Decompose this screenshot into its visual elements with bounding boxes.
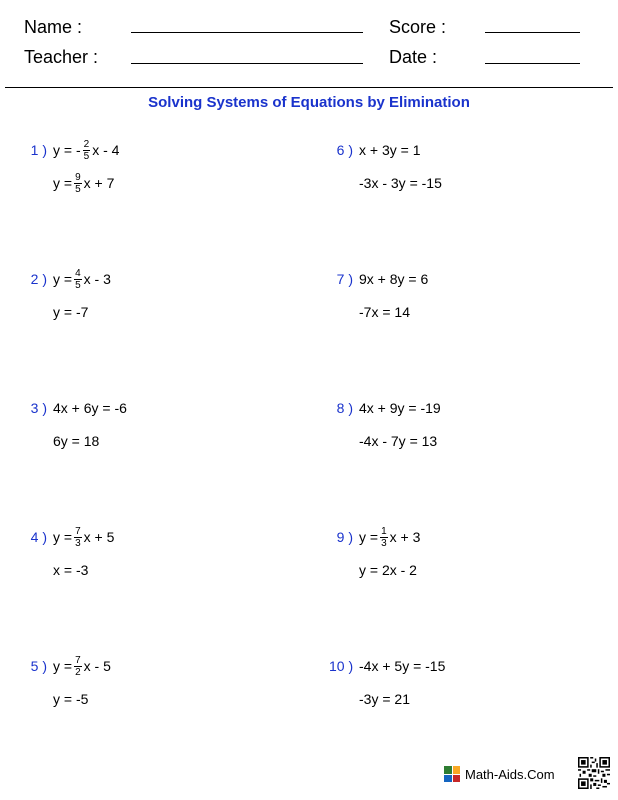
equation-2-pre: y = bbox=[53, 175, 73, 191]
equation-1-denominator: 2 bbox=[75, 666, 81, 678]
equation-1 bbox=[329, 655, 445, 677]
equation-1-pre: y = bbox=[53, 529, 73, 545]
equation-2 bbox=[29, 301, 111, 323]
equation-1 bbox=[29, 268, 111, 290]
problem-number: 7 ) bbox=[336, 271, 353, 287]
equation-2 bbox=[335, 430, 441, 452]
equation-1-fraction bbox=[83, 139, 91, 162]
equation-1 bbox=[29, 139, 119, 161]
score-label: Score : bbox=[389, 17, 447, 37]
equation-2 bbox=[29, 559, 114, 581]
equation-2 bbox=[329, 688, 445, 710]
equation-1 bbox=[335, 526, 420, 548]
equation-1-numerator: 1 bbox=[381, 525, 387, 537]
problem-number: 3 ) bbox=[30, 400, 47, 416]
equation-1-denominator: 5 bbox=[75, 279, 81, 291]
problem-8 bbox=[335, 397, 441, 452]
equation-2 bbox=[29, 430, 127, 452]
problem-5 bbox=[29, 655, 111, 710]
equation-2-text: -7x = 14 bbox=[359, 304, 410, 320]
equation-1 bbox=[29, 655, 111, 677]
equation-1-text: x + 3y = 1 bbox=[359, 142, 421, 158]
score-line[interactable] bbox=[485, 32, 580, 33]
equation-1-denominator: 5 bbox=[83, 150, 90, 162]
equation-2 bbox=[29, 172, 119, 194]
name-line[interactable] bbox=[131, 32, 363, 33]
equation-2-fraction bbox=[74, 172, 82, 195]
equation-1-post: x - 5 bbox=[83, 658, 111, 674]
equation-2-numerator: 9 bbox=[75, 171, 81, 183]
equation-2-text: 6y = 18 bbox=[53, 433, 100, 449]
equation-1-denominator: 3 bbox=[381, 537, 387, 549]
brand-name: Math-Aids.Com bbox=[465, 766, 555, 782]
problem-number: 5 ) bbox=[30, 658, 47, 674]
equation-1-pre: y = bbox=[359, 529, 379, 545]
date-label: Date : bbox=[389, 47, 438, 67]
worksheet-title: Solving Systems of Equations by Elimination bbox=[148, 94, 470, 111]
problem-6 bbox=[335, 139, 442, 194]
equation-1-numerator: 7 bbox=[75, 654, 81, 666]
problem-number: 8 ) bbox=[336, 400, 353, 416]
problem-number: 10 ) bbox=[329, 658, 354, 674]
problem-4 bbox=[29, 526, 114, 581]
header-divider bbox=[5, 87, 613, 88]
equation-1-text: -4x + 5y = -15 bbox=[359, 658, 446, 674]
date-line[interactable] bbox=[485, 63, 580, 64]
equation-1 bbox=[29, 526, 114, 548]
equation-1 bbox=[29, 397, 127, 419]
equation-1-text: 4x + 9y = -19 bbox=[359, 400, 441, 416]
equation-1-numerator: 4 bbox=[75, 267, 81, 279]
problem-10 bbox=[329, 655, 445, 710]
equation-2 bbox=[335, 172, 442, 194]
name-label: Name : bbox=[24, 17, 83, 37]
problem-number: 6 ) bbox=[336, 142, 353, 158]
equation-1-fraction bbox=[74, 655, 82, 678]
equation-1-numerator: 2 bbox=[83, 138, 90, 150]
equation-2-text: -3y = 21 bbox=[359, 691, 410, 707]
equation-2 bbox=[29, 688, 111, 710]
equation-1-numerator: 7 bbox=[75, 525, 81, 537]
equation-2-text: -4x - 7y = 13 bbox=[359, 433, 438, 449]
equation-1 bbox=[335, 397, 441, 419]
equation-1-text: 4x + 6y = -6 bbox=[53, 400, 127, 416]
equation-1-pre: y = bbox=[53, 658, 73, 674]
equation-1-denominator: 3 bbox=[75, 537, 81, 549]
equation-1-fraction bbox=[74, 526, 82, 549]
equation-2 bbox=[335, 301, 428, 323]
equation-2-text: y = 2x - 2 bbox=[359, 562, 417, 578]
problem-3 bbox=[29, 397, 127, 452]
math-aids-logo-icon bbox=[444, 766, 460, 782]
equation-1-pre: y = bbox=[53, 271, 73, 287]
equation-1-post: x + 5 bbox=[83, 529, 115, 545]
equation-1 bbox=[335, 139, 442, 161]
equation-1-fraction bbox=[74, 268, 82, 291]
equation-2-denominator: 5 bbox=[75, 183, 81, 195]
equation-2-text: y = -5 bbox=[53, 691, 89, 707]
teacher-label: Teacher : bbox=[24, 47, 99, 67]
equation-1-post: x - 4 bbox=[92, 142, 120, 158]
teacher-line[interactable] bbox=[131, 63, 363, 64]
problem-1 bbox=[29, 139, 119, 194]
equation-1-text: 9x + 8y = 6 bbox=[359, 271, 429, 287]
equation-2-post: x + 7 bbox=[83, 175, 115, 191]
problem-7 bbox=[335, 268, 428, 323]
problem-number: 4 ) bbox=[30, 529, 47, 545]
equation-2 bbox=[335, 559, 420, 581]
equation-2-text: x = -3 bbox=[53, 562, 89, 578]
equation-1-fraction bbox=[380, 526, 388, 549]
equation-1-post: x - 3 bbox=[83, 271, 111, 287]
problem-number: 9 ) bbox=[336, 529, 353, 545]
equation-2-text: -3x - 3y = -15 bbox=[359, 175, 442, 191]
equation-2-text: y = -7 bbox=[53, 304, 89, 320]
equation-1 bbox=[335, 268, 428, 290]
problem-2 bbox=[29, 268, 111, 323]
equation-1-post: x + 3 bbox=[389, 529, 421, 545]
problem-number: 2 ) bbox=[30, 271, 47, 287]
problem-9 bbox=[335, 526, 420, 581]
qr-code-icon bbox=[578, 757, 610, 789]
equation-1-pre: y = - bbox=[53, 142, 81, 158]
problem-number: 1 ) bbox=[30, 142, 47, 158]
footer-brand bbox=[444, 766, 555, 782]
